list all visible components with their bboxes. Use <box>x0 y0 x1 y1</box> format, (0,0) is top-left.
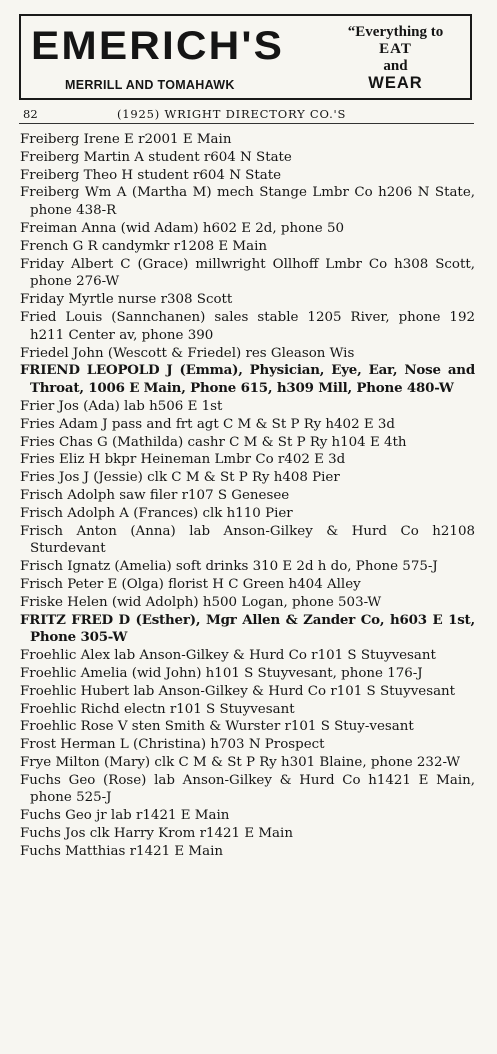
directory-entry: Frisch Adolph A (Frances) clk h110 Pier <box>20 505 293 521</box>
directory-entry: Friedel John (Wescott & Friedel) res Gleason Wis <box>20 345 355 361</box>
directory-entry: Freiberg Irene E r2001 E Main <box>20 132 232 147</box>
directory-entry: Fries Chas G (Mathilda) cashr C M & St P Ry h104 E 4th <box>20 434 407 450</box>
directory-entry: Frisch Anton (Anna) lab Anson-Gilkey & Hurd Co h2108 Sturdevant <box>20 523 475 557</box>
directory-entry: Fuchs Jos clk Harry Krom r1421 E Main <box>20 826 293 842</box>
directory-entries <box>20 131 475 861</box>
advertisement-box <box>19 14 472 100</box>
ad-slogan-line: WEAR <box>368 74 423 92</box>
directory-entry: Fuchs Matthias r1421 E Main <box>20 843 224 859</box>
page-number: 82 <box>23 107 38 121</box>
directory-entry: Froehlic Alex lab Anson-Gilkey & Hurd Co r101 S Stuyvesant <box>20 648 436 664</box>
directory-entry: Frisch Peter E (Olga) florist H C Green h404 Alley <box>20 576 361 592</box>
directory-entry: Frier Jos (Ada) lab h506 E 1st <box>20 398 223 414</box>
directory-entry: Froehlic Hubert lab Anson-Gilkey & Hurd Co r101 S Stuyvesant <box>20 683 456 699</box>
directory-entry: Fries Jos J (Jessie) clk C M & St P Ry h408 Pier <box>20 470 340 486</box>
directory-entry: Froehlic Amelia (wid John) h101 S Stuyvesant, phone 176-J <box>20 665 423 681</box>
directory-entry: Fuchs Geo (Rose) lab Anson-Gilkey & Hurd Co h1421 E Main, phone 525-J <box>20 772 475 806</box>
running-head-title: (1925) WRIGHT DIRECTORY CO.'S <box>117 107 347 121</box>
directory-entry: Fries Eliz H bkpr Heineman Lmbr Co r402 E 3d <box>20 452 346 468</box>
directory-entry: Freiberg Wm A (Martha M) mech Stange Lmbr Co h206 N State, phone 438-R <box>20 185 475 219</box>
ad-locations: MERRILL AND TOMAHAWK <box>65 78 235 92</box>
directory-entry: Friday Myrtle nurse r308 Scott <box>20 292 233 308</box>
directory-entry: Frye Milton (Mary) clk C M & St P Ry h301 Blaine, phone 232-W <box>20 754 461 770</box>
directory-entry: Frisch Ignatz (Amelia) soft drinks 310 E 2d h do, Phone 575-J <box>20 559 438 575</box>
ad-store-name: EMERICH'S <box>31 24 284 68</box>
directory-entry: Freiman Anna (wid Adam) h602 E 2d, phone 50 <box>20 220 344 236</box>
directory-entry: Frost Herman L (Christina) h703 N Prospect <box>20 737 325 753</box>
directory-entry: Frisch Adolph saw filer r107 S Genesee <box>20 487 290 503</box>
directory-entry: Froehlic Richd electn r101 S Stuyvesant <box>20 701 295 717</box>
directory-entry: FRITZ FRED D (Esther), Mgr Allen & Zander Co, h603 E 1st, Phone 305-W <box>20 611 475 646</box>
directory-entry: Freiberg Martin A student r604 N State <box>20 149 292 165</box>
running-head <box>19 107 474 124</box>
directory-entry: Froehlic Rose V sten Smith & Wurster r101 S Stuy-vesant <box>20 719 414 735</box>
ad-slogan-line: “Everything to <box>347 24 444 40</box>
directory-entry: French G R candymkr r1208 E Main <box>20 238 267 254</box>
directory-entry: Fuchs Geo jr lab r1421 E Main <box>20 808 230 824</box>
directory-entry: Fries Adam J pass and frt agt C M & St P Ry h402 E 3d <box>20 416 395 432</box>
directory-entry: Friske Helen (wid Adolph) h500 Logan, phone 503-W <box>20 594 382 610</box>
ad-slogan <box>323 24 468 92</box>
directory-entry: Fried Louis (Sannchanen) sales stable 1205 River, phone 192 h211 Center av, phone 390 <box>20 309 475 343</box>
directory-entry: Freiberg Theo H student r604 N State <box>20 167 282 183</box>
directory-entry: FRIEND LEOPOLD J (Emma), Physician, Eye, Ear, Nose and Throat, 1006 E Main, Phone 615, h309 Mill, Phone 480-W <box>20 362 475 397</box>
ad-slogan-line: EAT <box>379 41 412 57</box>
directory-entry: Friday Albert C (Grace) millwright Ollhoff Lmbr Co h308 Scott, phone 276-W <box>20 256 475 290</box>
ad-slogan-line: and <box>383 58 408 74</box>
